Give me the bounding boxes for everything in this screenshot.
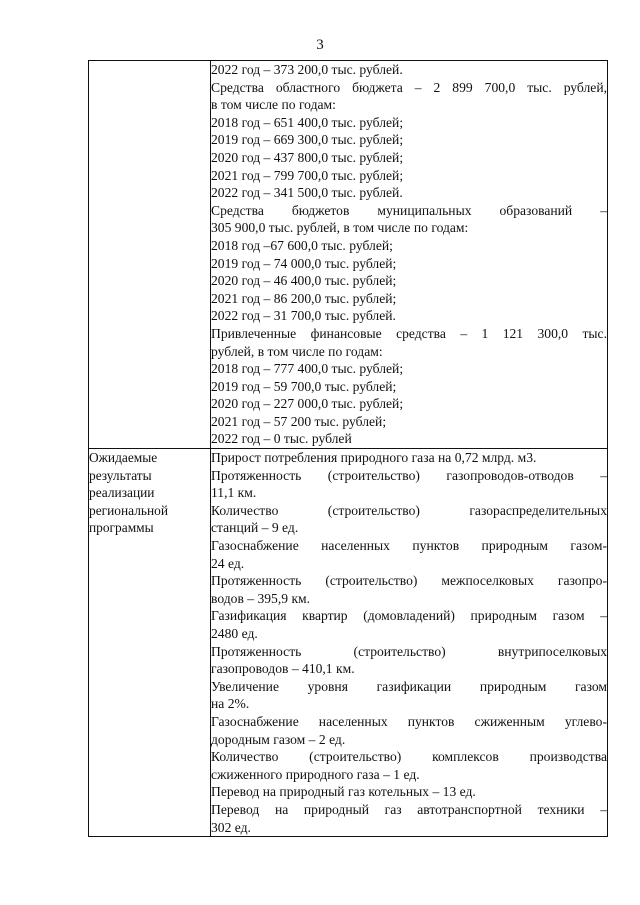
results-line: 11,1 км. xyxy=(211,485,257,501)
results-heading-line: программы xyxy=(89,520,154,536)
funding-line: Привлеченные финансовые средства – 1 121 300,0 тыс. xyxy=(211,325,607,341)
funding-line: 2021 год – 86 200,0 тыс. рублей; xyxy=(211,290,397,306)
table-row-funding xyxy=(89,61,608,449)
results-line: Увеличение уровня газификации природным газом xyxy=(211,678,607,694)
table-cell-funding xyxy=(211,61,608,449)
results-line: Перевод на природный газ котельных – 13 ед. xyxy=(211,784,476,800)
funding-line: 2019 год – 669 300,0 тыс. рублей; xyxy=(211,132,404,148)
funding-line: 2022 год – 0 тыс. рублей xyxy=(211,431,352,447)
funding-line: Средства областного бюджета – 2 899 700,0 тыс. рублей, xyxy=(211,79,607,95)
funding-line: 2021 год – 57 200 тыс. рублей; xyxy=(211,413,387,429)
results-line: сжиженного природного газа – 1 ед. xyxy=(211,766,420,782)
results-line: водов – 395,9 км. xyxy=(211,590,311,606)
results-line: Перевод на природный газ автотранспортной техники – xyxy=(211,801,607,817)
results-line: Газификация квартир (домовладений) природным газом – xyxy=(211,608,607,624)
results-heading-line: результаты xyxy=(89,467,152,483)
results-line: Протяженность (строительство) газопроводов-отводов – xyxy=(211,467,607,483)
program-passport-table xyxy=(88,60,608,837)
funding-line: 2020 год – 227 000,0 тыс. рублей; xyxy=(211,396,404,412)
funding-line: 2022 год – 373 200,0 тыс. рублей. xyxy=(211,62,403,77)
table-cell-results-heading xyxy=(89,449,211,837)
funding-line: 2022 год – 341 500,0 тыс. рублей. xyxy=(211,185,403,201)
results-line: 302 ед. xyxy=(211,819,251,835)
results-line: газопроводов – 410,1 км. xyxy=(211,661,355,677)
funding-line: рублей, в том числе по годам: xyxy=(211,343,383,359)
results-line: дородным газом – 2 ед. xyxy=(211,731,346,747)
funding-line: 2018 год –67 600,0 тыс. рублей; xyxy=(211,237,393,253)
table-row-expected-results xyxy=(89,449,608,837)
funding-line: 2018 год – 777 400,0 тыс. рублей; xyxy=(211,361,404,377)
results-line: Количество (строительство) комплексов производства xyxy=(211,749,607,765)
results-line: на 2%. xyxy=(211,696,250,712)
funding-line: 2020 год – 437 800,0 тыс. рублей; xyxy=(211,149,404,165)
results-line: Газоснабжение населенных пунктов сжиженным углево- xyxy=(211,713,607,729)
table-cell-empty xyxy=(89,61,211,449)
funding-line: 2019 год – 59 700,0 тыс. рублей; xyxy=(211,378,397,394)
results-heading-line: Ожидаемые xyxy=(89,450,158,466)
funding-line: 2018 год – 651 400,0 тыс. рублей; xyxy=(211,114,404,130)
funding-line: Средства бюджетов муниципальных образований – xyxy=(211,202,607,218)
results-line: 2480 ед. xyxy=(211,626,258,641)
funding-line: 2022 год – 31 700,0 тыс. рублей. xyxy=(211,308,396,324)
page-number: 3 xyxy=(316,37,324,53)
table-cell-results xyxy=(211,449,608,837)
results-line: Протяженность (строительство) межпоселковых газопро- xyxy=(211,573,607,589)
results-heading-line: реализации xyxy=(89,485,155,501)
funding-line: 2020 год – 46 400,0 тыс. рублей; xyxy=(211,273,397,289)
results-line: Прирост потребления природного газа на 0,72 млрд. м3. xyxy=(211,450,537,466)
funding-line: в том числе по годам: xyxy=(211,97,336,113)
results-line: станций – 9 ед. xyxy=(211,520,299,536)
results-heading-line: региональной xyxy=(89,502,169,518)
funding-line: 305 900,0 тыс. рублей, в том числе по годам: xyxy=(211,220,469,236)
results-line: Газоснабжение населенных пунктов природным газом- xyxy=(211,538,607,554)
results-line: 24 ед. xyxy=(211,555,245,571)
results-line: Протяженность (строительство) внутрипоселковых xyxy=(211,643,607,659)
results-line: Количество (строительство) газораспределительных xyxy=(211,502,607,518)
funding-line: 2021 год – 799 700,0 тыс. рублей; xyxy=(211,167,404,183)
funding-line: 2019 год – 74 000,0 тыс. рублей; xyxy=(211,255,397,271)
